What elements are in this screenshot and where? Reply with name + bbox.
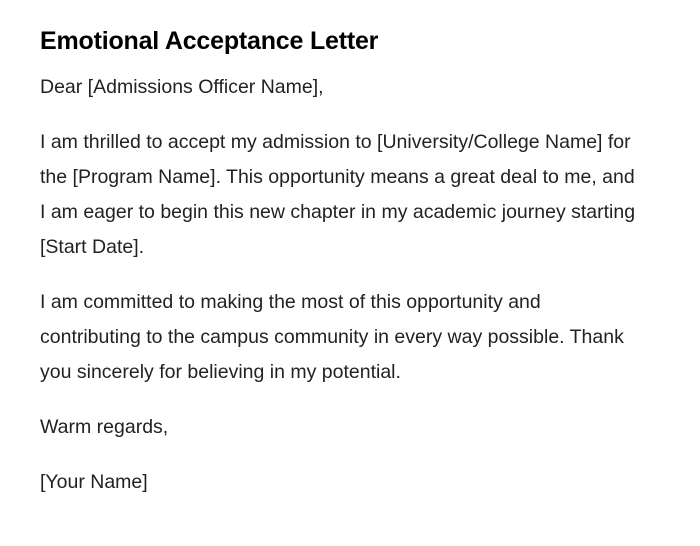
letter-salutation: Dear [Admissions Officer Name],	[40, 76, 324, 98]
letter-title: Emotional Acceptance Letter	[40, 27, 379, 55]
letter-closing: Warm regards,	[40, 416, 169, 438]
letter-paragraph-2: I am committed to making the most of this opportunity and contributing to the campus community in every way possible. Thank you sincerely for believing in my potential.	[40, 291, 624, 383]
letter-paragraph-1: I am thrilled to accept my admission to [University/College Name] for the [Program Name]. This opportunity means a great deal to me, and I am eager to begin this new chapter in my academic journey starting [Start Date].	[40, 131, 636, 258]
letter-signature: [Your Name]	[40, 471, 148, 493]
